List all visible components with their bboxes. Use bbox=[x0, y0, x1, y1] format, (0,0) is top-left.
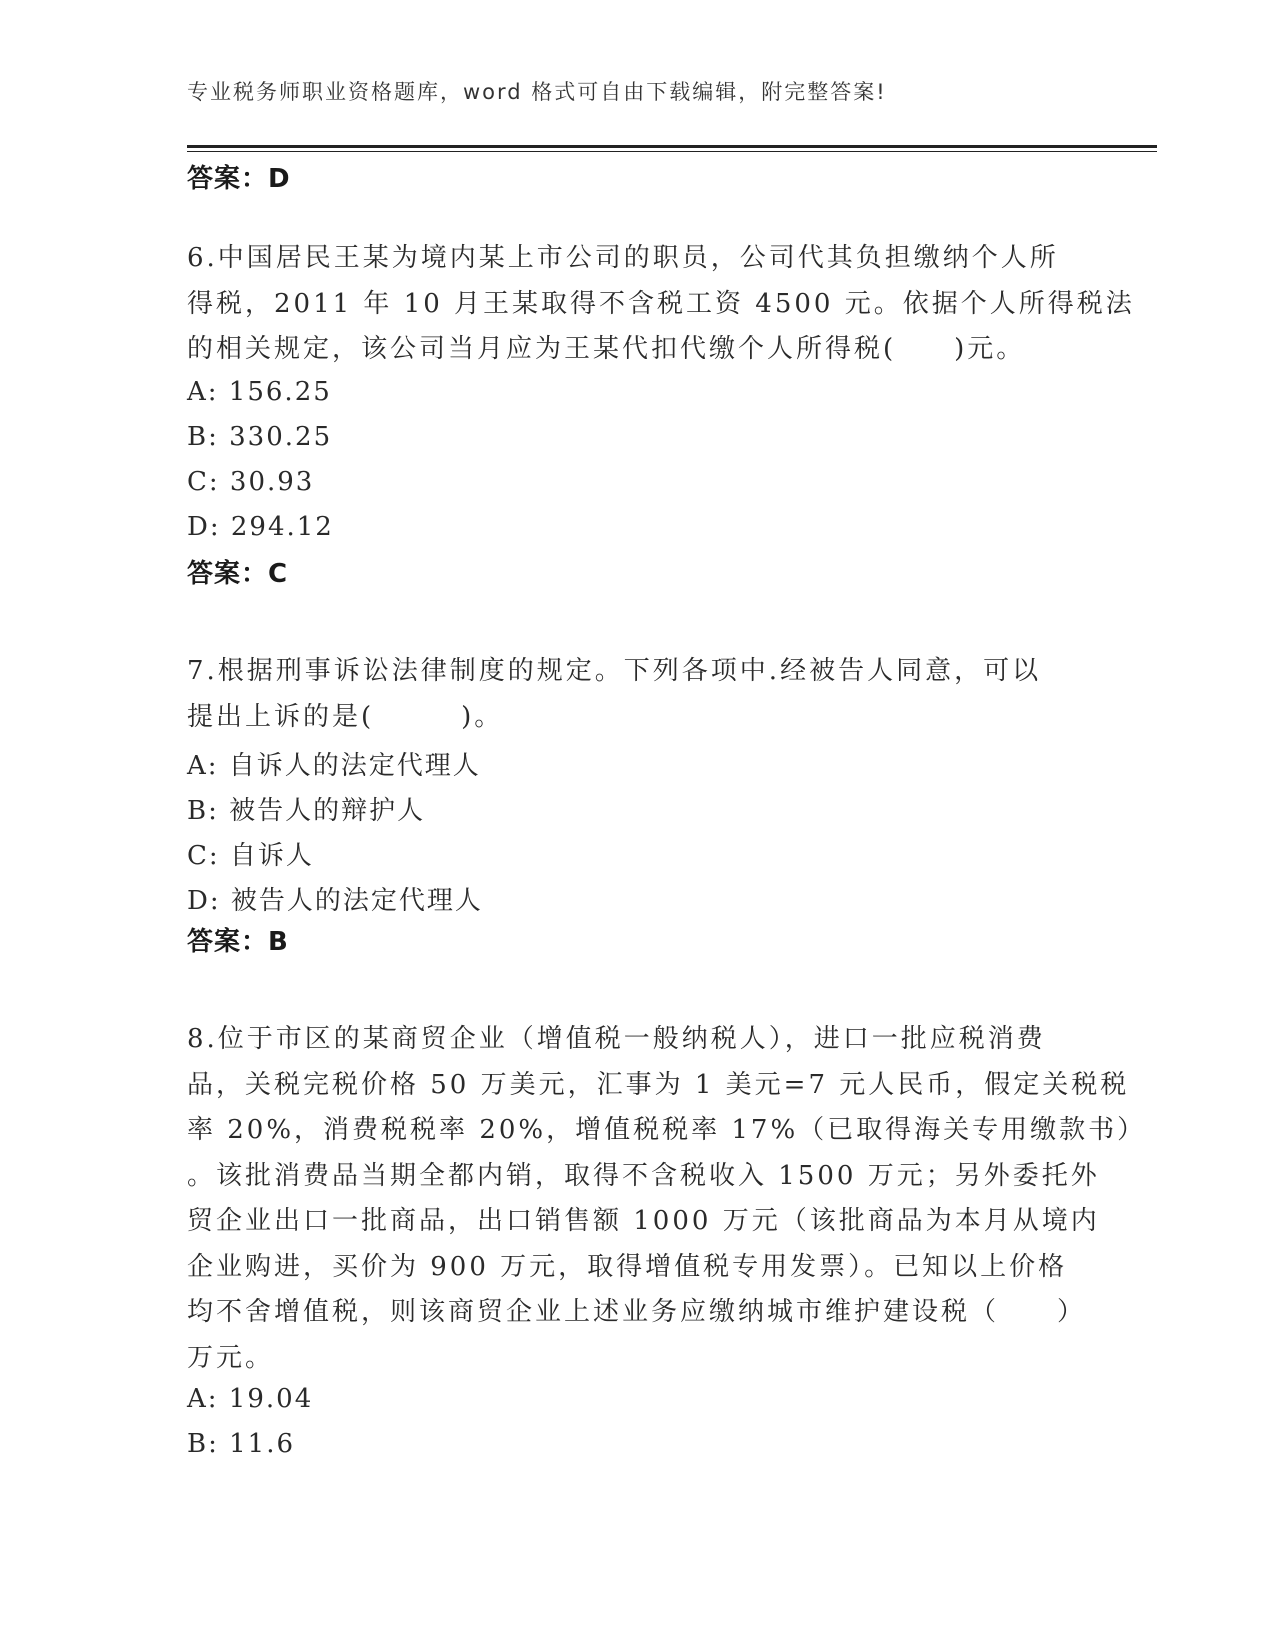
stem-line: 贸企业出口一批商品，出口销售额 1000 万元（该批商品为本月从境内 bbox=[187, 1206, 1100, 1236]
stem-line: 6.中国居民王某为境内某上市公司的职员，公司代其负担缴纳个人所 bbox=[187, 243, 1059, 273]
stem-line: 7.根据刑事诉讼法律制度的规定。下列各项中.经被告人同意，可以 bbox=[187, 656, 1042, 686]
question-7-stem bbox=[187, 649, 1087, 740]
question-7-answer: 答案：B bbox=[187, 927, 289, 957]
question-8-option-a: A: 19.04 bbox=[187, 1384, 314, 1414]
stem-line: 企业购进，买价为 900 万元，取得增值税专用发票）。已知以上价格 bbox=[187, 1251, 1068, 1282]
question-6-option-a: A: 156.25 bbox=[187, 377, 332, 407]
question-8-option-b: B: 11.6 bbox=[187, 1429, 296, 1459]
question-6-answer: 答案：C bbox=[187, 559, 289, 589]
question-6-option-d: D: 294.12 bbox=[187, 512, 334, 542]
header-rule-thin bbox=[187, 151, 1157, 152]
question-7-option-b: B: 被告人的辩护人 bbox=[187, 796, 426, 826]
question-7-option-d: D: 被告人的法定代理人 bbox=[187, 886, 483, 916]
question-7-option-a: A: 自诉人的法定代理人 bbox=[187, 751, 481, 781]
stem-line: 均不舍增值税，则该商贸企业上述业务应缴纳城市维护建设税（ ） bbox=[187, 1297, 1087, 1327]
stem-line: 提出上诉的是( )。 bbox=[187, 701, 504, 732]
stem-line: 万元。 bbox=[187, 1342, 275, 1373]
header-rule-thick bbox=[187, 145, 1157, 148]
page-header: 专业税务师职业资格题库，word 格式可自由下载编辑，附完整答案! bbox=[187, 80, 887, 104]
stem-line: 率 20%，消费税税率 20%，增值税税率 17%（已取得海关专用缴款书） bbox=[187, 1115, 1147, 1145]
question-7-option-c: C: 自诉人 bbox=[187, 841, 314, 871]
stem-line: 品，关税完税价格 50 万美元，汇事为 1 美元=7 元人民币，假定关税税 bbox=[187, 1069, 1130, 1100]
stem-line: 。该批消费品当期全都内销，取得不含税收入 1500 万元；另外委托外 bbox=[187, 1160, 1100, 1191]
question-6-stem bbox=[187, 236, 1135, 373]
question-8-stem bbox=[187, 1017, 1147, 1381]
prev-answer: 答案：D bbox=[187, 164, 291, 194]
stem-line: 8.位于市区的某商贸企业（增值税一般纳税人），进口一批应税消费 bbox=[187, 1024, 1046, 1054]
question-6-option-b: B: 330.25 bbox=[187, 422, 333, 452]
stem-line: 的相关规定，该公司当月应为王某代扣代缴个人所得税( )元。 bbox=[187, 334, 1026, 364]
question-6-option-c: C: 30.93 bbox=[187, 467, 315, 497]
stem-line: 得税，2011 年 10 月王某取得不含税工资 4500 元。依据个人所得税法 bbox=[187, 288, 1135, 319]
